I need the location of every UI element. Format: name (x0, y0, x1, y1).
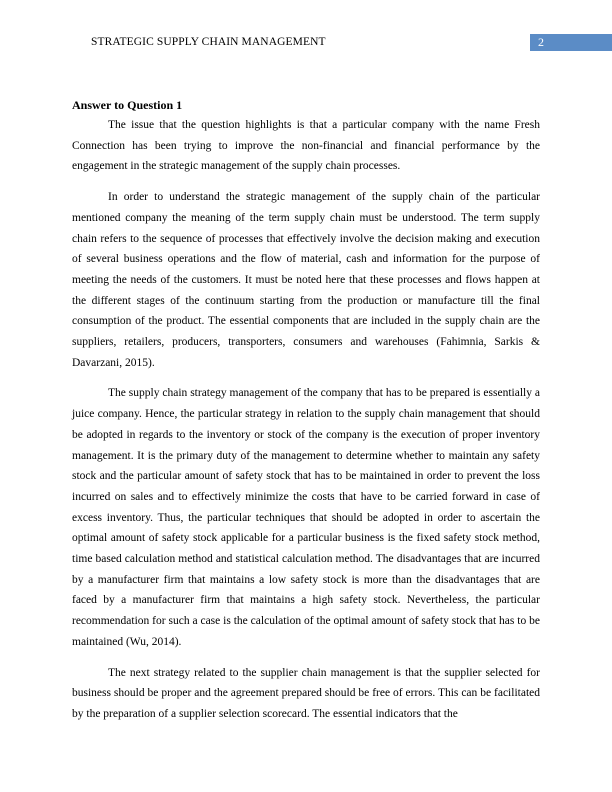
paragraph-3: The supply chain strategy management of the company that has to be prepared is essentially a juice company. Hence, the particular strategy in relation to the supply chain management that should be adopted in regards to the inventory or stock of the company is the execution of proper inventory management. It is the primary duty of the management to determine whether to maintain any safety stock and the particular amount of safety stock that has to be maintained in order to prevent the loss incurred on sales and to effectively minimize the costs that have to be carried forward in case of excess inventory. Thus, the particular techniques that should be adopted in order to ascertain the optimal amount of safety stock applicable for a particular business is the fixed safety stock method, time based calculation method and statistical calculation method. The disadvantages that are incurred by a manufacturer firm that maintains a low safety stock is more than the disadvantages that are faced by a manufacturer firm that maintains a high safety stock. Nevertheless, the particular recommendation for such a case is the calculation of the optimal amount of safety stock that has to be maintained (Wu, 2014). (72, 387, 540, 648)
section-heading: Answer to Question 1 (72, 98, 183, 112)
paragraph-4: The next strategy related to the supplier chain management is that the supplier selected for business should be proper and the agreement prepared should be free of errors. This can be facilitated by the preparation of a supplier selection scorecard. The essential indicators that the (72, 666, 540, 720)
running-header-title: STRATEGIC SUPPLY CHAIN MANAGEMENT (91, 36, 326, 48)
document-body (72, 95, 540, 735)
page-number-box (530, 34, 612, 51)
paragraph-1: The issue that the question highlights is that a particular company with the name Fresh Connection has been trying to improve the non-financial and financial performance by the engagement in the strategic management of the supply chain processes. (72, 119, 540, 173)
paragraph-2: In order to understand the strategic management of the supply chain of the particular mentioned company the meaning of the term supply chain must be understood. The term supply chain refers to the sequence of processes that effectively involve the decision making and execution of several business operations and the flow of material, cash and information for the purpose of meeting the needs of the customers. It must be noted here that these processes and flows happen at the different stages of the continuum starting from the production or manufacture till the final consumption of the product. The essential components that are included in the supply chain are the suppliers, retailers, producers, transporters, consumers and warehouses (Fahimnia, Sarkis & Davarzani, 2015). (72, 191, 540, 369)
page-number: 2 (538, 35, 544, 49)
